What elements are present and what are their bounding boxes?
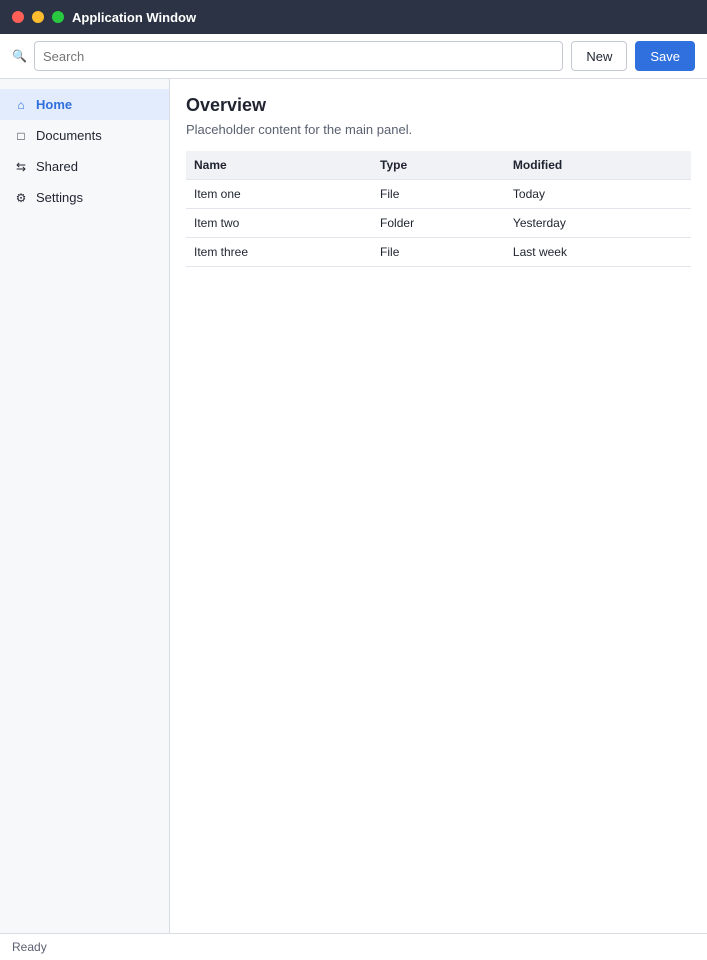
maximize-icon[interactable] [52,11,64,23]
gear-icon: ⚙ [15,190,27,205]
sidebar-item-label: Shared [36,159,78,174]
table-cell: Yesterday [505,209,691,238]
save-button[interactable]: Save [635,41,695,71]
sidebar-item-documents[interactable] [0,120,169,151]
sidebar-item-label: Home [36,97,73,112]
document-icon: □ [17,128,25,143]
table-row[interactable] [186,209,691,238]
status-bar [0,933,707,960]
table-cell: File [372,238,505,267]
window-title: Application Window [72,9,197,25]
sidebar [0,79,170,933]
data-table [186,151,691,267]
toolbar [0,34,707,79]
new-button[interactable]: New [571,41,627,71]
minimize-icon[interactable] [32,11,44,23]
column-header[interactable]: Name [186,151,372,180]
table-cell: Item one [186,180,372,209]
status-text: Ready [12,940,47,954]
column-header[interactable]: Type [372,151,505,180]
sidebar-item-settings[interactable] [0,182,169,213]
sidebar-item-home[interactable] [0,89,169,120]
page-title: Overview [186,95,267,115]
search-input[interactable] [34,41,563,71]
table-row[interactable] [186,238,691,267]
table-cell: Item two [186,209,372,238]
page-description: Placeholder content for the main panel. [186,122,413,137]
content-area [0,79,707,933]
table-cell: Item three [186,238,372,267]
title-bar [0,0,707,34]
main-panel [170,79,707,933]
sidebar-item-label: Settings [36,190,83,205]
table-cell: Last week [505,238,691,267]
sidebar-item-shared[interactable] [0,151,169,182]
column-header[interactable]: Modified [505,151,691,180]
close-icon[interactable] [12,11,24,23]
share-icon: ⇆ [15,159,27,174]
search-icon: 🔍 [12,49,27,63]
table-row[interactable] [186,180,691,209]
home-icon: ⌂ [17,97,25,112]
sidebar-item-label: Documents [36,128,102,143]
table-cell: Folder [372,209,505,238]
table-cell: Today [505,180,691,209]
table-cell: File [372,180,505,209]
table-header-row [186,151,691,180]
